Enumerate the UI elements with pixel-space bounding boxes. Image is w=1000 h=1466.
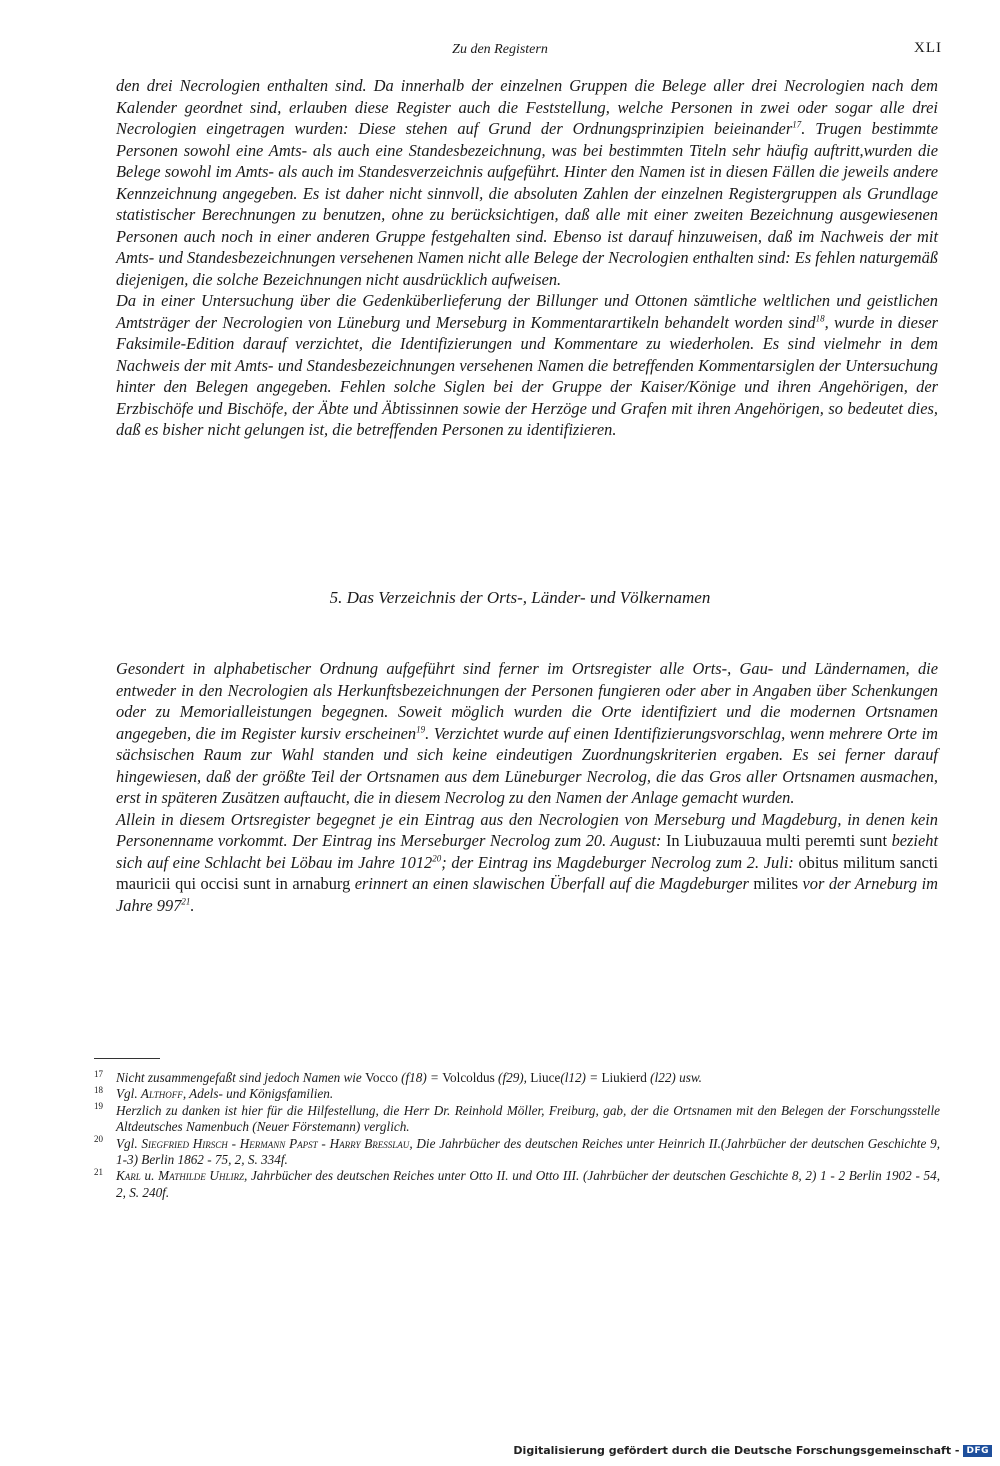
section-body <box>116 658 938 916</box>
intro-text-b: . Trugen bestimmte Personen sowohl eine Amts- als auch eine Standesbezeichnung, was bei bestimmten Titeln sehr häufig auftritt,wurden die Belege sowohl im Amts- als auch im Standesverzeichnis aufgeführt. Hinter den Namen ist in diesen Fällen die jeweils andere Kennzeichnung angegeben. Es ist daher nicht sinnvoll, die absoluten Zahlen der einzelnen Registergruppen als Grundlage statistischer Berechnungen zu benutzen, ohne zu berücksichtigen, daß alle mit einer zweiten Bezeichnung ausgewiesenen Personen auch noch in einer anderen Gruppe festgehalten sind. Ebenso ist darauf hinzuweisen, daß im Nachweis der mit Amts- und Standesbezeichnungen versehenen Namen nicht alle Belege der Necrologien enthalten sind: Es fehlen naturgemäß diejenigen, die solche Bezeichnungen nicht ausdrücklich aufweisen. <box>116 119 938 289</box>
fn17-q2: Volcoldus <box>442 1070 495 1085</box>
intro2-text-b: , wurde in dieser Faksimile-Edition darauf verzichtet, die Identifizierungen und Kommentare zu wiederholen. Es sind vielmehr in dem Nachweis der mit Amts- und Standesbezeichnungen versehenen Namen die betreffenden Kommentarsiglen der Untersuchung hinter den Belegen angegeben. Fehlen solche Siglen bei der Gruppe der Kaiser/Könige und ihren Angehörigen, der Erzbischöfe und Bischöfe, der Äbte und Äbtissinnen sowie der Herzöge und Grafen mit ihren Angehörigen, so bedeutet dies, daß es bisher nicht gelungen ist, die betreffenden Personen zu identifizieren. <box>116 312 938 439</box>
footnotes <box>94 1070 940 1201</box>
footnote-18: 18 Vgl. Althoff, Adels- und Königsfamilien. <box>94 1085 334 1102</box>
fn20-authors: Siegfried Hirsch - Hermann Papst - Harry Bresslau <box>141 1135 410 1151</box>
dfg-logo: DFG <box>963 1445 992 1457</box>
sec-p2-text-f: . <box>190 895 195 915</box>
section-paragraph-1 <box>116 658 938 809</box>
footnote-ref-20[interactable]: 20 <box>432 853 442 864</box>
fn17-e: (l22) usw. <box>646 1070 702 1085</box>
fn17-c: (f29), <box>494 1070 531 1085</box>
footer-text: Digitalisierung gefördert durch die Deutsche Forschungsgemeinschaft - <box>513 1444 960 1457</box>
quote-obitus: obitus militum sancti mauricii qui occisi sunt in arnaburg <box>116 852 939 893</box>
digitization-footer <box>513 1444 992 1457</box>
intro-paragraphs <box>116 75 938 441</box>
fn20-b: , Die Jahrbücher des deutschen Reiches unter Heinrich II.(Jahrbücher der deutschen Geschichte 9, 1-3) Berlin 1862 - 75, 2, S. 334f. <box>116 1135 940 1168</box>
fn21-author1: Karl <box>116 1168 141 1184</box>
fn20-a: Vgl. <box>116 1135 142 1151</box>
fn17-q1: Vocco <box>365 1070 398 1085</box>
intro-paragraph-2 <box>116 290 938 441</box>
fn17-q4: Liukierd <box>601 1070 647 1085</box>
sec-p2-text-c: ; der Eintrag ins Magdeburger Necrolog zum 2. Juli: <box>441 852 799 872</box>
sec-p1-text-b: . Verzichtet wurde auf einen Identifizierungsvorschlag, wenn mehrere Orte im sächsischen Raum zur Wahl standen und sich keine eindeutigen Zuordnungskriterien ergaben. Es sei ferner darauf hingewiesen, daß der größte Teil der Ortsnamen aus dem Lüneburger Necrolog, die das Gros aller Ortsnamen ausmachen, erst in späteren Zusätzen auftaucht, die in diesem Necrolog zu den Namen der Anlage gemacht wurden. <box>116 723 938 807</box>
intro-paragraph-1 <box>116 75 938 290</box>
sec-p2-text-b: bezieht sich auf eine Schlacht bei Löbau im Jahre 1012 <box>116 831 938 872</box>
footnote-19: 19 Herzlich zu danken ist hier für die Hilfestellung, die Herr Dr. Reinhold Möller, Freiburg, gab, der die Ortsnamen mit den Belegen der Forschungsstelle Altdeutsches Namenbuch (Neuer Förstemann) verglich. <box>94 1101 940 1135</box>
fn17-q3: Liuce <box>530 1070 561 1085</box>
page-number: XLI <box>914 40 942 56</box>
fn19-text: Herzlich zu danken ist hier für die Hilfestellung, die Herr Dr. Reinhold Möller, Freiburg, gab, der die Ortsnamen mit den Belegen der Forschungsstelle Altdeutsches Namenbuch (Neuer Förstemann) verglich. <box>116 1102 940 1135</box>
fn18-b: , Adels- und Königsfamilien. <box>182 1086 334 1102</box>
quote-liubuzauua: In Liubuzauua multi peremti sunt <box>665 831 888 850</box>
sec-p2-text-a: Allein in diesem Ortsregister begegnet je ein Eintrag aus den Necrologien von Merseburg und Magdeburg, in denen kein Personenname vorkommt. Der Eintrag ins Merseburger Necrolog zum 20. August: <box>116 809 938 850</box>
footnote-ref-21[interactable]: 21 <box>181 896 191 907</box>
footnote-rule <box>94 1058 160 1059</box>
fn21-a: u. <box>140 1168 159 1184</box>
sec-p2-text-d: erinnert an einen slawischen Überfall auf die Magdeburger <box>350 874 754 893</box>
intro2-text-a: Da in einer Untersuchung über die Gedenküberlieferung der Billunger und Ottonen sämtliche weltlichen und geistlichen Amtsträger der Necrologien von Lüneburg und Merseburg in Kommentarartikeln behandelt worden sind <box>116 291 938 332</box>
sec-p2-text-e: vor der Arneburg im Jahre 997 <box>116 874 938 915</box>
fn21-b: , Jahrbücher des deutschen Reiches unter Otto II. und Otto III. (Jahrbücher der deutschen Geschichte 8, 2) 1 - 2 Berlin 1902 - 54, 2, S. 240f. <box>116 1168 941 1200</box>
footnote-ref-19[interactable]: 19 <box>416 724 426 735</box>
footnote-20: 20 Vgl. Siegfried Hirsch - Hermann Papst - Harry Bresslau, Die Jahrbücher des deutschen Reiches unter Heinrich II.(Jahrbücher der deutschen Geschichte 9, 1-3) Berlin 1862 - 75, 2, S. 334f. <box>94 1134 940 1168</box>
intro-text-a: den drei Necrologien enthalten sind. Da innerhalb der einzelnen Gruppen die Belege aller drei Necrologien nach dem Kalender geordnet sind, erlauben diese Register auch die Feststellung, welche Personen in zwei oder sogar alle drei Necrologien eingetragen wurden: Diese stehen auf Grund der Ordnungsprinzipien beieinander <box>116 76 938 138</box>
footnote-17: 17 Nicht zusammengefaßt sind jedoch Namen wie Vocco (f18) = Volcoldus (f29), Liuce(l12) = Liukierd (l22) usw. <box>94 1068 702 1085</box>
fn18-a: Vgl. <box>116 1086 141 1102</box>
fn21-author2: Mathilde Uhlirz <box>158 1168 244 1184</box>
section-paragraph-2 <box>116 809 938 917</box>
quote-milites: milites <box>753 874 798 893</box>
footnote-21: 21 Karl u. Mathilde Uhlirz, Jahrbücher des deutschen Reiches unter Otto II. und Otto III. (Jahrbücher der deutschen Geschichte 8, 2) 1 - 2 Berlin 1902 - 54, 2, S. 240f. <box>94 1167 941 1200</box>
fn17-d: (l12) = <box>560 1070 602 1085</box>
section-heading: 5. Das Verzeichnis der Orts-, Länder- und Völkernamen <box>329 588 711 607</box>
fn17-b: (f18) = <box>397 1070 443 1085</box>
fn18-author: Althoff <box>140 1086 183 1102</box>
fn17-a: Nicht zusammengefaßt sind jedoch Namen wie <box>116 1070 366 1085</box>
running-title: Zu den Registern <box>452 42 548 57</box>
footnote-ref-18[interactable]: 18 <box>815 313 825 324</box>
footnote-ref-17[interactable]: 17 <box>792 119 802 130</box>
sec-p1-text-a: Gesondert in alphabetischer Ordnung aufgeführt sind ferner im Ortsregister alle Orts-, Gau- und Ländernamen, die entweder in den Necrologien als Herkunftsbezeichnungen der Personen fungieren oder aber in Angaben über Schenkungen oder zu Memorialleistungen begegnen. Soweit möglich wurden die Orte identifiziert und die modernen Ortsnamen angegeben, die im Register kursiv erscheinen <box>116 659 938 743</box>
